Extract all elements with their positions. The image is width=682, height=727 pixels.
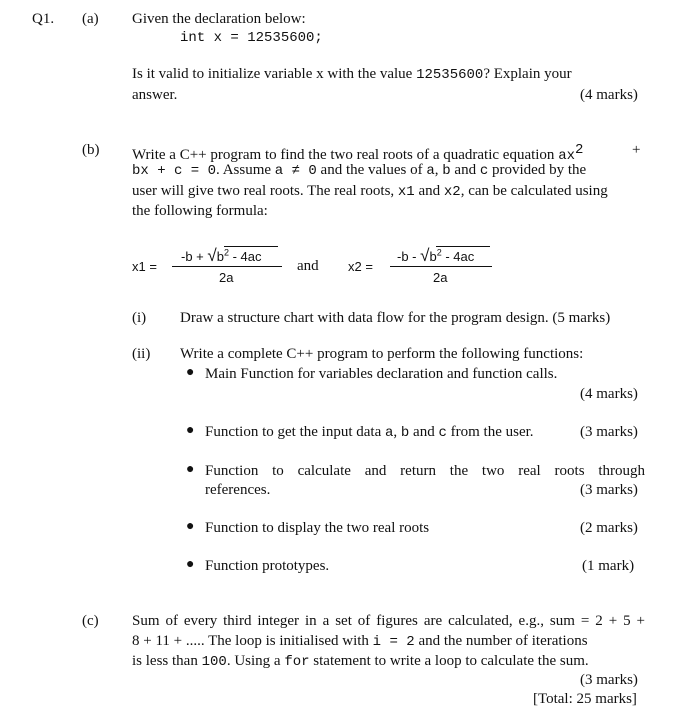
part-b-line3: user will give two real roots. The real roots, x1 and x2, can be calculated using xyxy=(132,183,608,200)
part-b-line4: the following formula: xyxy=(132,203,268,219)
total-marks: [Total: 25 marks] xyxy=(533,691,637,707)
formula-x2-denominator: 2a xyxy=(433,270,448,285)
part-a-intro: Given the declaration below: xyxy=(132,11,306,27)
part-c-label: (c) xyxy=(82,613,99,629)
bullet-prototypes-marks: (1 mark) xyxy=(582,558,635,574)
part-c-line3: is less than 100. Using a for statement to write a loop to calculate the sum. xyxy=(132,653,589,670)
formula-x1-numerator: $-b + √b^2 - 4ac$ xyxy=(181,246,262,265)
part-b-line1: Write a C++ program to find the two real roots of a quadratic equation $ax^2$ xyxy=(132,142,584,164)
part-b-ii-text: Write a complete C++ program to perform the following functions: xyxy=(180,346,584,362)
bullet-icon: ● xyxy=(186,519,195,534)
part-c-line1: Sum of every third integer in a set of figures are calculated, e.g., sum = 2 + 5 + xyxy=(132,613,645,629)
bullet-input-function: Function to get the input data a, b and c from the user. xyxy=(205,424,534,441)
part-a-code: int x = 12535600; xyxy=(180,30,323,46)
formula-x1-label: x1 = xyxy=(132,259,157,274)
bullet-icon: ● xyxy=(186,423,195,438)
part-b-line2: bx + c = 0. Assume a ≠ 0 and the values of a, b and c provided by the xyxy=(132,162,587,179)
formula-x2-fraction-line xyxy=(390,266,492,267)
bullet-icon: ● xyxy=(186,365,195,380)
part-a-question: Is it valid to initialize variable x with the value 12535600? Explain your xyxy=(132,66,572,83)
bullet-calc-function-line2: references. xyxy=(205,482,271,498)
formula-and: and xyxy=(297,258,319,274)
bullet-prototypes: Function prototypes. xyxy=(205,558,330,574)
bullet-icon: ● xyxy=(186,557,195,572)
question-number: Q1. xyxy=(32,11,55,27)
formula-x1-denominator: 2a xyxy=(219,270,234,285)
part-a-marks: (4 marks) xyxy=(580,87,638,103)
formula-x1-sqrt-bar xyxy=(224,246,278,247)
bullet-main-function-marks: (4 marks) xyxy=(580,386,638,402)
part-b-label: (b) xyxy=(82,142,100,158)
part-a-question-line2: answer. xyxy=(132,87,178,103)
formula-x1-fraction-line xyxy=(172,266,282,267)
part-c-marks: (3 marks) xyxy=(580,672,638,688)
bullet-main-function: Main Function for variables declaration and function calls. xyxy=(205,366,558,382)
bullet-icon: ● xyxy=(186,462,195,477)
bullet-input-function-marks: (3 marks) xyxy=(580,424,638,440)
formula-x2-label: x2 = xyxy=(348,259,373,274)
part-b-i-label: (i) xyxy=(132,310,147,326)
bullet-calc-function-marks: (3 marks) xyxy=(580,482,638,498)
formula-x2-numerator: $-b - √b^2 - 4ac$ xyxy=(397,246,475,265)
bullet-display-function-marks: (2 marks) xyxy=(580,520,638,536)
part-b-ii-label: (ii) xyxy=(132,346,151,362)
bullet-display-function: Function to display the two real roots xyxy=(205,520,430,536)
formula-x2-sqrt-bar xyxy=(436,246,490,247)
part-c-line2: 8 + 11 + ..... The loop is initialised with i = 2 and the number of iterations xyxy=(132,633,588,650)
part-a-label: (a) xyxy=(82,11,99,27)
bullet-calc-function: Function to calculate and return the two real roots through xyxy=(205,463,645,479)
part-b-i-text: Draw a structure chart with data flow for the program design. (5 marks) xyxy=(180,310,611,326)
part-b-plus: + xyxy=(632,142,641,158)
